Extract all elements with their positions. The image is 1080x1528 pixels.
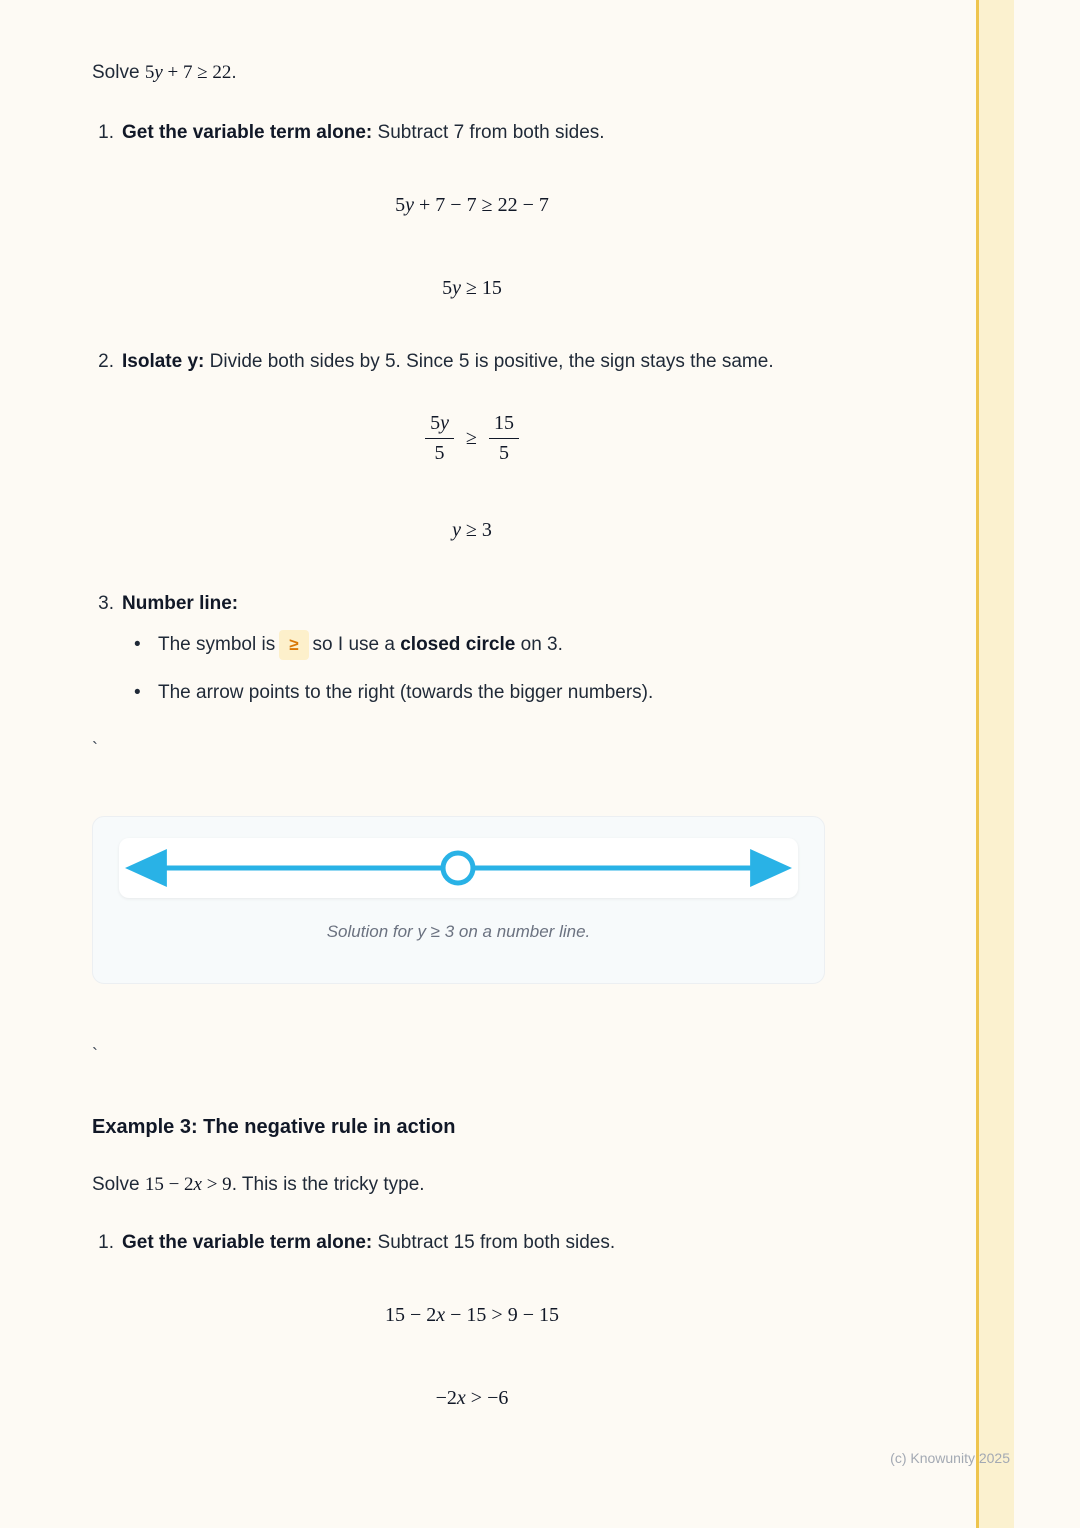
step-text <box>122 346 774 378</box>
step-number: 2. <box>98 350 114 372</box>
number-line-track <box>119 838 798 898</box>
bullet-icon: • <box>134 634 141 656</box>
step-2 <box>92 346 915 378</box>
step-rest: Divide both sides by 5. Since 5 is positive, the sign stays the same. <box>204 350 774 372</box>
step-text <box>122 1227 615 1259</box>
step-text <box>122 588 238 620</box>
page-edge-stripe <box>976 0 1014 1528</box>
number-line-arrow <box>123 838 794 898</box>
ge-symbol-chip: ≥ <box>279 630 308 659</box>
solve-intro-post: . This is the tricky type. <box>231 1173 425 1195</box>
bullet-text: The arrow points to the right (towards the bigger numbers). <box>158 681 654 703</box>
step-number: 1. <box>98 1232 114 1254</box>
fraction-denominator: 5 <box>434 442 445 465</box>
fraction-numerator: 15 <box>489 412 519 439</box>
right-arrowhead-icon <box>750 849 792 887</box>
equation-subtract-15: 15 − 2x − 15 > 9 − 15 <box>384 1303 559 1326</box>
bullet-pre: The symbol is <box>158 634 276 656</box>
equation-division <box>92 412 852 465</box>
step-bold-lead: Number line: <box>122 593 239 615</box>
step-3 <box>92 588 915 620</box>
equation-subtract-7: 5y + 7 − 7 ≥ 22 − 7 <box>395 193 549 216</box>
solve-intro-math: 5y + 7 ≥ 22 <box>144 62 232 83</box>
fraction-right <box>489 412 519 465</box>
number-line-figure <box>92 816 825 984</box>
solve-intro-line <box>92 58 915 87</box>
bullet-post: on 3. <box>515 634 563 656</box>
solve-intro-line-ex3 <box>92 1170 915 1199</box>
figure-caption: Solution for y ≥ 3 on a number line. <box>326 922 591 941</box>
solve-intro-pre: Solve <box>92 1173 145 1195</box>
bullet-bold: closed circle <box>400 634 516 656</box>
fraction-denominator: 5 <box>498 442 509 465</box>
step-bold-lead: Isolate y: <box>122 350 205 372</box>
bullet-icon: • <box>134 681 141 703</box>
step-bold-lead: Get the variable term alone: <box>122 122 373 144</box>
example-3-heading: Example 3: The negative rule in action <box>92 1115 456 1138</box>
circle-marker <box>443 853 473 883</box>
left-arrowhead-icon <box>125 849 167 887</box>
number-line-bullets <box>92 630 915 708</box>
step-rest: Subtract 7 from both sides. <box>372 122 605 144</box>
solve-intro-pre: Solve <box>92 62 145 83</box>
bullet-mid: so I use a <box>312 634 401 656</box>
solve-intro-post: . <box>231 62 237 83</box>
equation-5y-ge-15: 5y ≥ 15 <box>442 276 502 299</box>
solve-intro-math: 15 − 2x > 9 <box>144 1173 232 1195</box>
bullet-symbol-closed-circle <box>92 630 915 660</box>
fraction-numerator: 5y <box>425 412 454 439</box>
step-number: 1. <box>98 122 114 144</box>
step-text <box>122 117 605 149</box>
footer-credit: (c) Knowunity 2025 <box>890 1450 1010 1466</box>
step-rest: Subtract 15 from both sides. <box>372 1232 616 1254</box>
step-1 <box>92 117 915 149</box>
bullet-arrow-direction <box>92 678 915 708</box>
inequality-operator: ≥ <box>465 427 477 450</box>
stray-backtick: ` <box>92 1045 98 1065</box>
stray-backtick: ` <box>92 739 98 760</box>
step-bold-lead: Get the variable term alone: <box>122 1232 373 1254</box>
step-number: 3. <box>98 593 114 615</box>
equation-neg-2x: −2x > −6 <box>435 1386 509 1409</box>
equation-y-ge-3: y ≥ 3 <box>452 519 492 542</box>
step-1-ex3 <box>92 1227 915 1259</box>
bullet-text <box>158 630 563 660</box>
fraction-left <box>425 412 454 465</box>
